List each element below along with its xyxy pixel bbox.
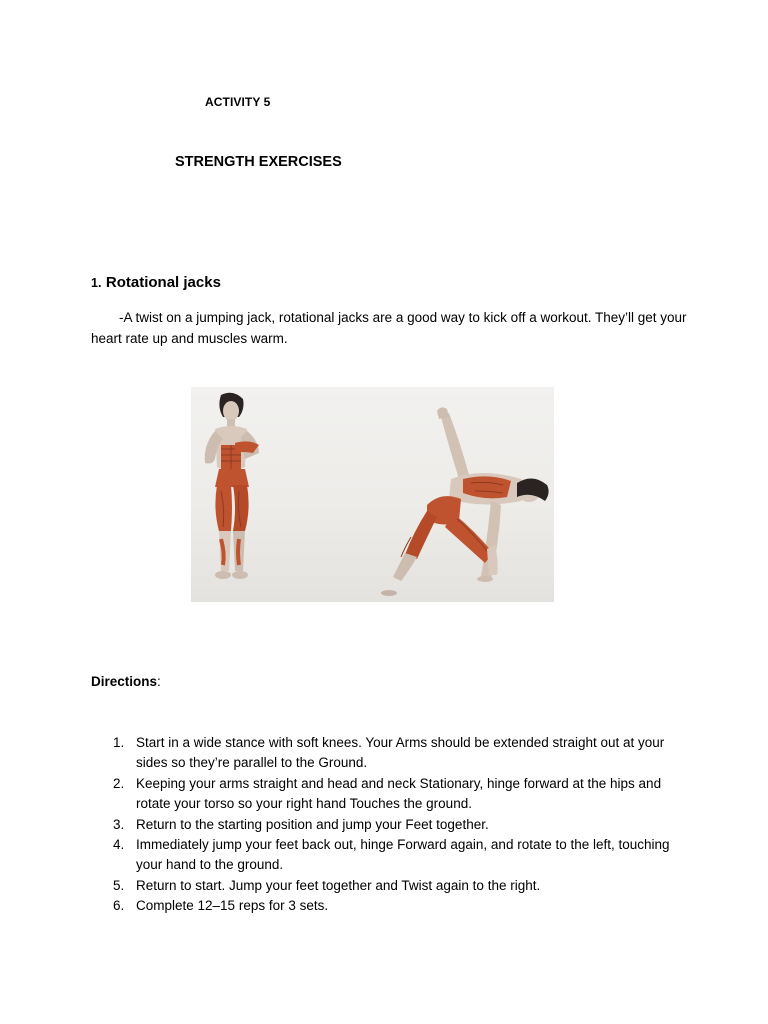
list-marker: 3. (113, 816, 125, 832)
directions-heading (91, 674, 161, 689)
step-text: Start in a wide stance with soft knees. Your Arms should be extended straight out at your sides so they’re parallel to the Ground. (136, 735, 665, 771)
list-item (91, 774, 691, 815)
step-text: Immediately jump your feet back out, hinge Forward again, and rotate to the left, touching your hand to the ground. (136, 837, 670, 873)
step-text: Return to the starting position and jump your Feet together. (136, 816, 489, 832)
standing-figure (205, 393, 259, 579)
list-marker: 5. (113, 877, 125, 893)
section-number: 1. (91, 276, 102, 290)
page-title: STRENGTH EXERCISES (175, 154, 342, 170)
rotating-figure (381, 407, 549, 596)
step-text: Keeping your arms straight and head and neck Stationary, hinge forward at the hips and rotate your torso so your right hand Touches the ground. (136, 775, 662, 812)
section-name: Rotational jacks (105, 274, 221, 291)
list-marker: 1. (113, 735, 125, 750)
step-text: Return to start. Jump your feet together and Twist again to the right. (136, 877, 541, 893)
list-item (91, 835, 691, 876)
list-item (91, 815, 691, 835)
list-item (91, 876, 691, 896)
directions-list (91, 733, 691, 917)
exercise-illustration (191, 387, 554, 602)
directions-label: Directions (91, 674, 158, 689)
list-marker: 4. (113, 837, 125, 853)
directions-colon: : (157, 674, 161, 689)
list-item (91, 896, 691, 916)
step-text: Complete 12–15 reps for 3 sets. (136, 898, 329, 914)
list-marker: 6. (113, 898, 125, 914)
section-heading (91, 274, 221, 292)
list-marker: 2. (113, 775, 125, 791)
section-description: -A twist on a jumping jack, rotational jacks are a good way to kick off a workout. They’ll get your heart rate up and muscles warm. (91, 310, 687, 346)
activity-label: ACTIVITY 5 (205, 95, 271, 109)
list-item (91, 733, 691, 774)
